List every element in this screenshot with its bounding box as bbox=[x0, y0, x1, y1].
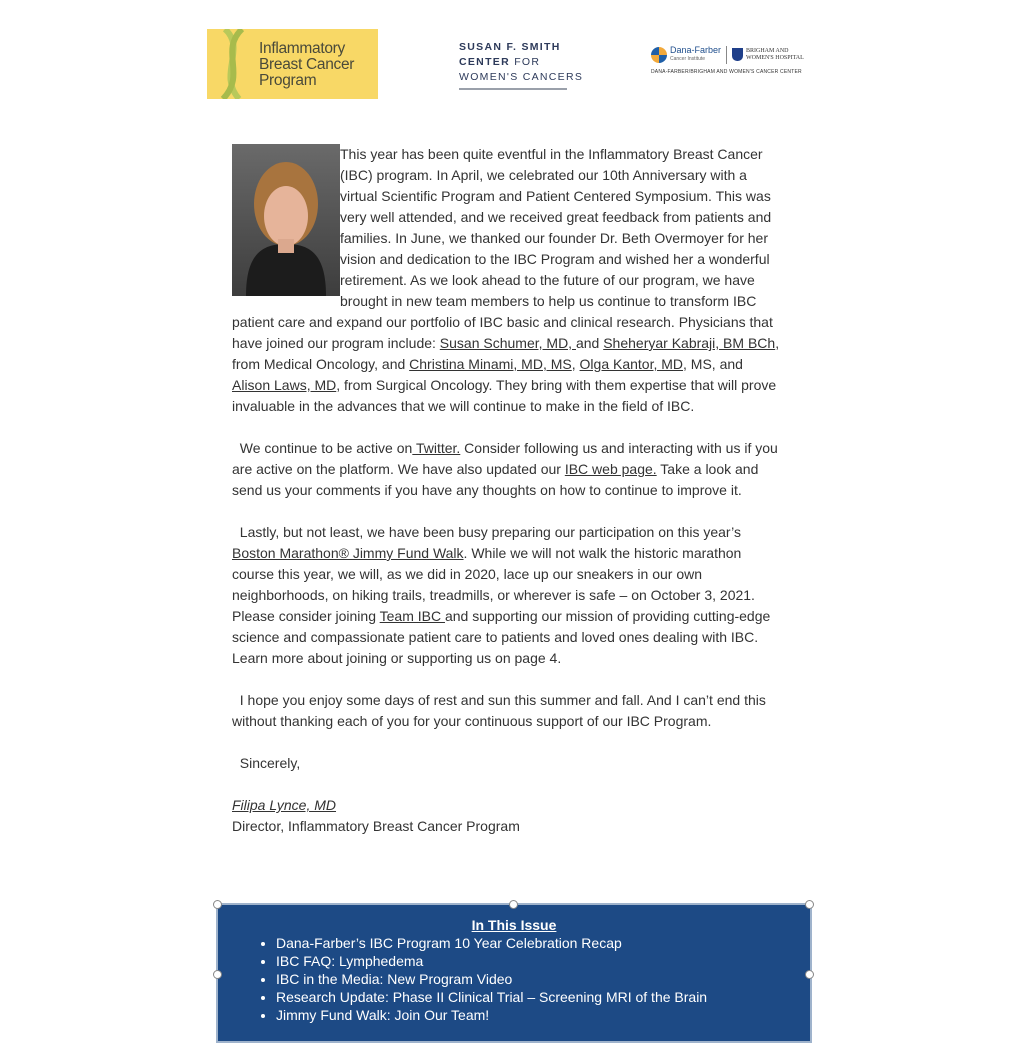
text-span: , bbox=[775, 335, 780, 351]
logo-underline bbox=[459, 88, 567, 90]
text-span: without thanking each of you for your continuous support of our IBC Program. bbox=[232, 713, 712, 729]
letter-line bbox=[232, 564, 702, 585]
issue-item: • Research Update: Phase II Clinical Trial – Screening MRI of the Brain bbox=[276, 988, 810, 1006]
text-span: Consider following us and interacting with us if you bbox=[460, 440, 778, 456]
issue-item: • IBC in the Media: New Program Video bbox=[276, 970, 810, 988]
text-span: , MS, and bbox=[683, 356, 743, 372]
letter-line bbox=[232, 711, 711, 732]
text-span: Learn more about joining or supporting us on page 4. bbox=[232, 650, 562, 666]
resize-handle[interactable] bbox=[213, 970, 222, 979]
letter-line bbox=[340, 207, 771, 228]
logo-text bbox=[746, 48, 804, 62]
text-span: . While we will not walk the historic marathon bbox=[463, 545, 742, 561]
in-this-issue-list bbox=[218, 934, 810, 1024]
director-portrait-photo bbox=[232, 144, 340, 296]
text-span: (IBC) program. In April, we celebrated our 10th Anniversary with a bbox=[340, 167, 747, 183]
text-span: I hope you enjoy some days of rest and sun this summer and fall. And I can’t end this bbox=[232, 692, 766, 708]
letter-line bbox=[232, 480, 742, 501]
resize-handle[interactable] bbox=[213, 900, 222, 909]
text-span: brought in new team members to help us continue to transform IBC bbox=[340, 293, 757, 309]
text-span: very well attended, and we received great feedback from patients and bbox=[340, 209, 772, 225]
text-span: Please consider joining bbox=[232, 608, 380, 624]
letter-line bbox=[340, 186, 771, 207]
letter-line bbox=[340, 291, 756, 312]
helix-ribbon-icon bbox=[217, 29, 262, 99]
letter-line bbox=[232, 543, 741, 564]
letter-line bbox=[232, 375, 776, 396]
logo-text-line: FOR bbox=[514, 56, 541, 68]
in-this-issue-box bbox=[216, 903, 812, 1043]
letter-line bbox=[340, 228, 768, 249]
text-span: invaluable in the advances that we will continue to make in the field of IBC. bbox=[232, 398, 695, 414]
letter-line bbox=[340, 144, 763, 165]
logo-text: DANA-FARBER/BRIGHAM AND WOMEN'S CANCER CENTER bbox=[651, 69, 802, 75]
susan-f-smith-center-logo bbox=[459, 40, 583, 90]
brigham-shield-icon bbox=[732, 48, 743, 61]
inline-link[interactable]: Sheheryar Kabraji, BM BCh bbox=[603, 335, 776, 351]
text-span: course this year, we will, as we did in 2020, lace up our sneakers in our own bbox=[232, 566, 703, 582]
inline-link[interactable]: Christina Minami, MD, MS bbox=[409, 356, 572, 372]
text-span: , from Surgical Oncology. They bring with them expertise that will prove bbox=[336, 377, 777, 393]
text-span: and supporting our mission of providing cutting-edge bbox=[444, 608, 771, 624]
dana-farber-mark-icon bbox=[651, 47, 667, 63]
letter-line bbox=[232, 627, 758, 648]
text-span: Take a look and bbox=[656, 461, 759, 477]
logo-text: Cancer Institute bbox=[670, 56, 706, 62]
inline-link[interactable]: Alison Laws, MD bbox=[232, 377, 337, 393]
letter-line bbox=[232, 606, 770, 627]
logo-text-line: SUSAN F. SMITH bbox=[459, 41, 561, 53]
text-span: retirement. As we look ahead to the future of our program, we have bbox=[340, 272, 755, 288]
text-span: and bbox=[575, 335, 604, 351]
inline-link[interactable]: IBC web page. bbox=[564, 461, 657, 477]
letter-line bbox=[340, 249, 770, 270]
inline-link[interactable]: Team IBC bbox=[379, 608, 445, 624]
inline-link[interactable]: Susan Schumer, MD, bbox=[439, 335, 576, 351]
text-span: have joined our program include: bbox=[232, 335, 440, 351]
issue-item: • Jimmy Fund Walk: Join Our Team! bbox=[276, 1006, 810, 1024]
letter-line bbox=[232, 648, 561, 669]
text-span: send us your comments if you have any thoughts on how to continue to improve it. bbox=[232, 482, 742, 498]
inline-link[interactable]: Boston Marathon® Jimmy Fund Walk bbox=[232, 545, 464, 561]
logo-text-line: WOMEN'S HOSPITAL bbox=[746, 55, 804, 61]
signature-name-link[interactable]: Filipa Lynce, MD bbox=[232, 797, 337, 813]
letter-line bbox=[232, 816, 520, 837]
text-span: are active on the platform. We have also updated our bbox=[232, 461, 565, 477]
resize-handle[interactable] bbox=[805, 900, 814, 909]
logo-text-line: WOMEN'S CANCERS bbox=[459, 71, 584, 83]
resize-handle[interactable] bbox=[509, 900, 518, 909]
text-span: families. In June, we thanked our founder Dr. Beth Overmoyer for her bbox=[340, 230, 768, 246]
text-span: patient care and expand our portfolio of IBC basic and clinical research. Physicians that bbox=[232, 314, 773, 330]
text-span: , bbox=[571, 356, 580, 372]
text-span: We continue to be active on bbox=[232, 440, 413, 456]
letter-line bbox=[232, 522, 741, 543]
text-span: science and compassionate patient care to patients and loved ones dealing with IBC. bbox=[232, 629, 759, 645]
letter-line bbox=[232, 753, 300, 774]
text-span: from Medical Oncology, and bbox=[232, 356, 410, 372]
resize-handle[interactable] bbox=[805, 970, 814, 979]
letter-line bbox=[232, 396, 694, 417]
issue-item: • IBC FAQ: Lymphedema bbox=[276, 952, 810, 970]
logo-text-line: CENTER bbox=[459, 56, 510, 68]
letter-line bbox=[232, 438, 778, 459]
dana-farber-brigham-logo bbox=[650, 45, 815, 79]
logo-text-line: Inflammatory bbox=[259, 40, 345, 57]
inline-link[interactable]: Twitter. bbox=[412, 440, 461, 456]
text-span: This year has been quite eventful in the Inflammatory Breast Cancer bbox=[340, 146, 763, 162]
logo-text-line: BRIGHAM AND bbox=[746, 48, 789, 54]
letter-line bbox=[232, 354, 743, 375]
letter-line bbox=[232, 333, 779, 354]
logo-text-line: Breast Cancer bbox=[259, 56, 355, 73]
ibc-program-logo bbox=[207, 29, 378, 99]
letter-line bbox=[340, 270, 755, 291]
letter-line bbox=[232, 585, 755, 606]
text-span: virtual Scientific Program and Patient Centered Symposium. This was bbox=[340, 188, 771, 204]
in-this-issue-title: In This Issue bbox=[471, 917, 557, 933]
logo-text: Dana-Farber bbox=[670, 45, 722, 55]
text-span: Director, Inflammatory Breast Cancer Program bbox=[232, 818, 520, 834]
inline-link[interactable]: Olga Kantor, MD bbox=[579, 356, 684, 372]
letter-line bbox=[232, 690, 766, 711]
text-span: Sincerely, bbox=[232, 755, 301, 771]
letter-line bbox=[340, 165, 747, 186]
text-span: Lastly, but not least, we have been busy preparing our participation on this year’s bbox=[232, 524, 741, 540]
letter-line bbox=[232, 459, 758, 480]
text-span: vision and dedication to the IBC Program and wished her a wonderful bbox=[340, 251, 770, 267]
logo-text-line: Program bbox=[259, 72, 317, 89]
issue-item: • Dana-Farber’s IBC Program 10 Year Celebration Recap bbox=[276, 934, 810, 952]
letter-line bbox=[232, 795, 336, 816]
logo-divider bbox=[726, 46, 727, 64]
text-span: neighborhoods, on hiking trails, treadmills, or wherever is safe – on October 3, 2021. bbox=[232, 587, 755, 603]
letter-line bbox=[232, 312, 773, 333]
